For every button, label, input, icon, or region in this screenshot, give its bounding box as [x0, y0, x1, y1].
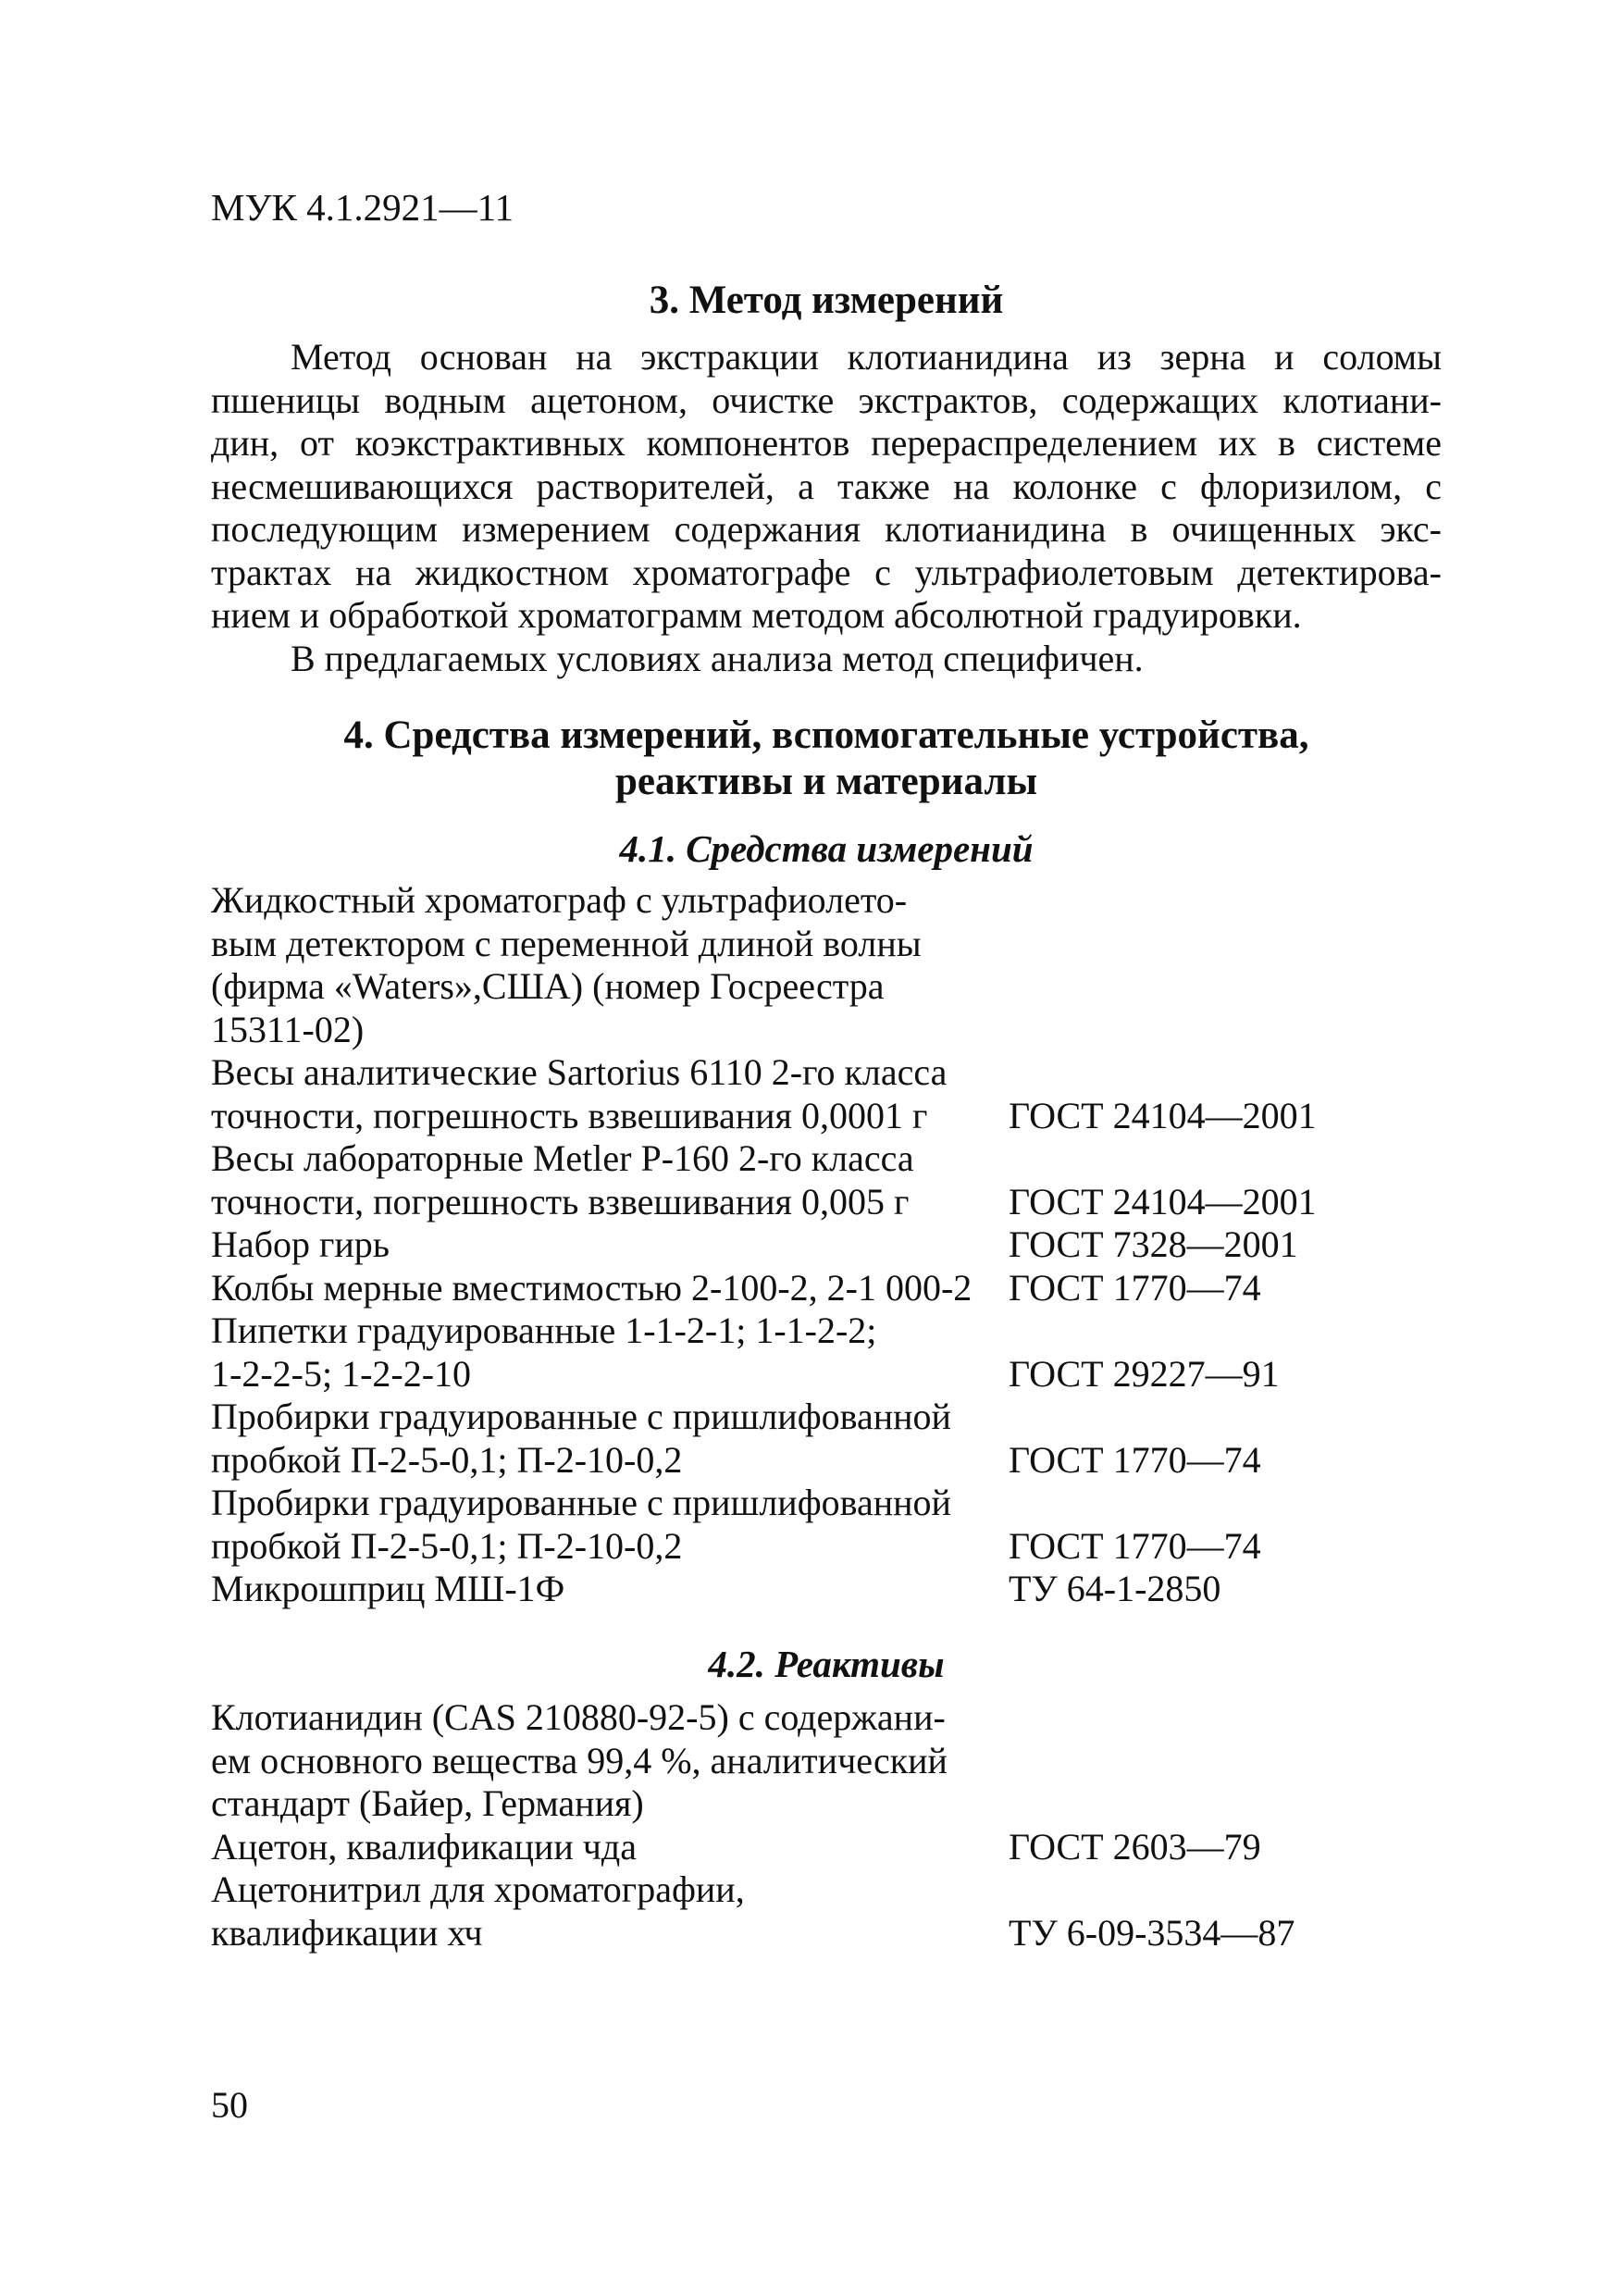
- item-name: [211, 879, 1009, 1051]
- item-name-line: стандарт (Байер, Германия): [211, 1782, 644, 1824]
- item-name-line: Пробирки градуированные с пришлифованной: [211, 1482, 951, 1523]
- paragraph-line: несмешивающихся растворителей, а также на колонке с флоризилом, с: [211, 465, 1442, 507]
- section-4-heading-line: реактивы и материалы: [614, 760, 1038, 803]
- item-name-line: Жидкостный хроматограф с ультрафиолето-: [211, 879, 908, 921]
- item-name-line: Микрошприц МШ-1Ф: [211, 1568, 565, 1609]
- item-name-line: точности, погрешность взвешивания 0,0001 г: [211, 1094, 928, 1136]
- item-name-line: ем основного вещества 99,4 %, аналитический: [211, 1739, 948, 1781]
- item-name-line: Пробирки градуированные с пришлифованной: [211, 1396, 951, 1437]
- section-3-paragraph-2: [211, 638, 1442, 681]
- item-name-line: Пипетки градуированные 1-1-2-1; 1-1-2-2;: [211, 1309, 877, 1351]
- item-standard: ГОСТ 1770—74: [1009, 1524, 1261, 1567]
- item-name-line: Клотианидин (CAS 210880-92-5) с содержани-: [211, 1696, 946, 1738]
- item-name: [211, 1568, 1009, 1611]
- item-name: [211, 1868, 1009, 1955]
- paragraph-line: пшеницы водным ацетоном, очистке экстрактов, содержащих клотиани-: [211, 379, 1442, 421]
- item-standard: ГОСТ 1770—74: [1009, 1266, 1261, 1309]
- item-name: [211, 1396, 1009, 1482]
- item-name-line: вым детектором с переменной длиной волны: [211, 922, 922, 964]
- item-name: [211, 1826, 1009, 1869]
- item-name-line: Набор гирь: [211, 1223, 390, 1265]
- item-name-line: точности, погрешность взвешивания 0,005 г: [211, 1180, 910, 1222]
- item-name-line: Ацетон, квалификации чда: [211, 1825, 638, 1868]
- item-name-line: Весы лабораторные Metler P-160 2-го класса: [211, 1137, 914, 1179]
- item-name: [211, 1223, 1009, 1267]
- item-name-line: Колбы мерные вместимостью 2-100-2, 2-1 000-2: [211, 1266, 973, 1309]
- item-name-line: 15311-02): [211, 1008, 365, 1050]
- list-item: [211, 1568, 1442, 1611]
- item-name-line: квалификации хч: [211, 1911, 483, 1954]
- paragraph-line: дин, от коэкстрактивных компонентов перераспределением их в системе: [211, 422, 1442, 464]
- list-item: [211, 1826, 1442, 1869]
- reagents-list: [211, 1696, 1442, 1955]
- item-name: [211, 1309, 1009, 1396]
- list-item: [211, 879, 1442, 1051]
- item-standard: ТУ 64-1-2850: [1009, 1568, 1221, 1609]
- item-name-line: пробкой П-2-5-0,1; П-2-10-0,2: [211, 1438, 683, 1481]
- item-name-line: Ацетонитрил для хроматографии,: [211, 1868, 745, 1910]
- list-item: [211, 1137, 1442, 1223]
- item-standard: ТУ 6-09-3534—87: [1009, 1911, 1295, 1954]
- item-standard: ГОСТ 2603—79: [1009, 1825, 1261, 1868]
- item-name-line: 1-2-2-5; 1-2-2-10: [211, 1352, 472, 1395]
- list-item: [211, 1396, 1442, 1482]
- item-standard: ГОСТ 1770—74: [1009, 1438, 1261, 1481]
- item-name-line: (фирма «Waters»,США) (номер Госреестра: [211, 965, 885, 1007]
- item-standard: ГОСТ 24104—2001: [1009, 1180, 1317, 1222]
- list-item: [211, 1482, 1442, 1568]
- item-name-line: Весы аналитические Sartorius 6110 2-го класса: [211, 1051, 948, 1093]
- list-item: [211, 1696, 1442, 1826]
- paragraph-line: последующим измерением содержания клотианидина в очищенных экс-: [211, 508, 1442, 550]
- item-standard: ГОСТ 7328—2001: [1009, 1223, 1298, 1265]
- section-4-heading: [211, 713, 1442, 805]
- list-item: [211, 1267, 1442, 1310]
- paragraph-line: трактах на жидкостном хроматографе с ультрафиолетовым детектирова-: [211, 551, 1442, 593]
- item-name: [211, 1051, 1009, 1137]
- item-name-line: пробкой П-2-5-0,1; П-2-10-0,2: [211, 1524, 683, 1567]
- list-item: [211, 1051, 1442, 1137]
- item-name: [211, 1137, 1009, 1223]
- page-number: 50: [211, 2084, 248, 2126]
- item-name: [211, 1482, 1009, 1568]
- measurement-instruments-list: [211, 879, 1442, 1611]
- running-header: МУК 4.1.2921—11: [211, 186, 514, 229]
- section-3-paragraph-1: [211, 336, 1442, 638]
- item-standard: ГОСТ 29227—91: [1009, 1352, 1280, 1395]
- list-item: [211, 1868, 1442, 1955]
- subsection-4-2-heading: 4.2. Реактивы: [708, 1643, 945, 1685]
- paragraph-line: нием и обработкой хроматограмм методом абсолютной градуировки.: [211, 594, 1302, 636]
- item-standard: ГОСТ 24104—2001: [1009, 1094, 1317, 1136]
- paragraph-line: Метод основан на экстракции клотианидина из зерна и соломы: [291, 336, 1442, 378]
- list-item: [211, 1309, 1442, 1396]
- item-name: [211, 1267, 1009, 1310]
- paragraph-line: В предлагаемых условиях анализа метод специфичен.: [291, 638, 1144, 679]
- section-4-heading-line: 4. Средства измерений, вспомогательные устройства,: [343, 714, 1309, 757]
- item-name: [211, 1696, 1009, 1826]
- subsection-4-1-heading: 4.1. Средства измерений: [619, 827, 1034, 870]
- section-3-heading: 3. Метод измерений: [649, 279, 1004, 322]
- list-item: [211, 1223, 1442, 1267]
